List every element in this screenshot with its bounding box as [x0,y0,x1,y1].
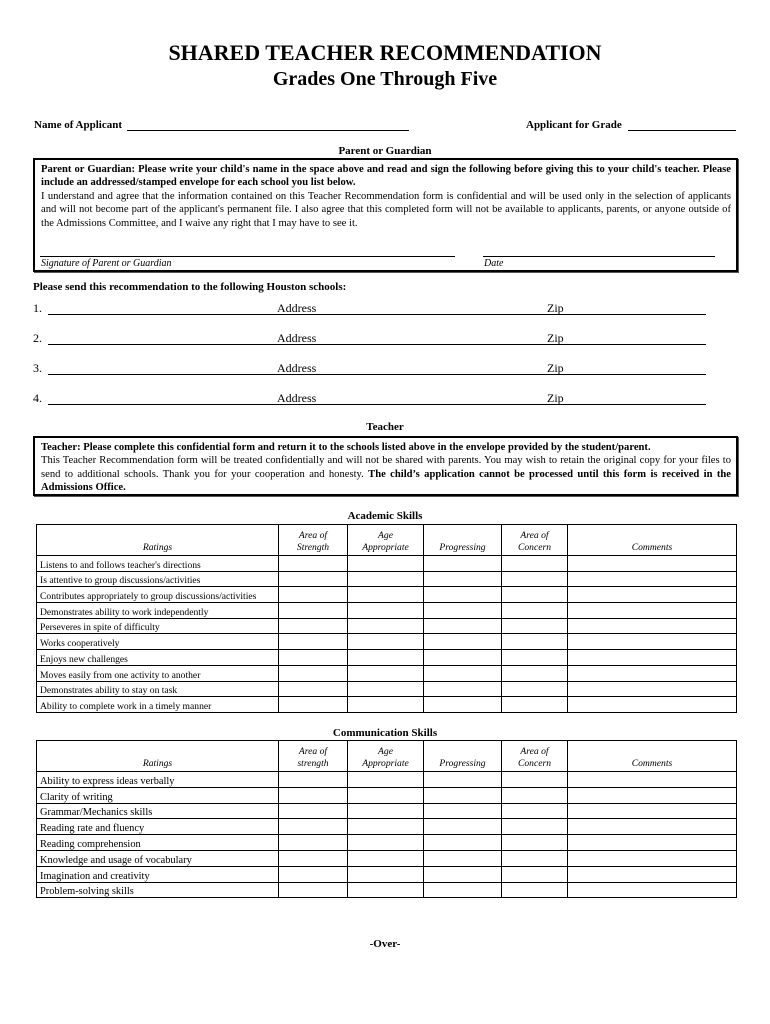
rating-label: Reading rate and fluency [37,819,279,835]
rating-cell[interactable] [424,603,502,619]
rating-cell[interactable] [502,587,568,603]
rating-cell[interactable] [348,665,424,681]
comments-cell[interactable] [568,835,737,851]
rating-cell[interactable] [279,866,348,882]
table-row [37,571,737,587]
comments-cell[interactable] [568,681,737,697]
rating-label: Contributes appropriately to group discussions/activities [37,587,279,603]
rating-cell[interactable] [279,665,348,681]
rating-cell[interactable] [502,866,568,882]
rating-cell[interactable] [424,587,502,603]
school-number: 2. [33,331,42,345]
rating-cell[interactable] [279,634,348,650]
rating-label: Imagination and creativity [37,866,279,882]
rating-cell[interactable] [279,850,348,866]
rating-label: Works cooperatively [37,634,279,650]
school-3-zip-label: Zip [547,361,564,375]
rating-cell[interactable] [502,803,568,819]
school-2-zip-label: Zip [547,331,564,345]
column-header: Progressing [424,741,502,772]
school-row-3 [33,361,42,376]
rating-cell[interactable] [424,803,502,819]
rating-cell[interactable] [348,634,424,650]
table-row [37,681,737,697]
rating-cell[interactable] [502,819,568,835]
rating-cell[interactable] [279,618,348,634]
rating-label: Ability to complete work in a timely manner [37,697,279,713]
applicant-name-field[interactable] [127,130,409,131]
rating-cell[interactable] [348,587,424,603]
table-row [37,634,737,650]
rating-cell[interactable] [348,803,424,819]
rating-cell[interactable] [424,819,502,835]
parent-agreement: I understand and agree that the information contained on this Teacher Recommendation form is confidential and will be used only in the selection of applicants and will not become part of the applicant's permanent file. I also agree that this completed form will not be available to applicants, parents, or anyone outside of the Admissions Committee, and I waive any right that I may have to see it. [41,190,731,229]
teacher-instruction-text [41,441,731,495]
comments-cell[interactable] [568,866,737,882]
table-row [37,650,737,666]
column-header: Ratings [37,525,279,556]
column-header: Area of Concern [502,525,568,556]
parent-signature-field[interactable] [40,256,455,257]
school-row-1 [33,301,42,316]
school-1-field[interactable] [48,314,706,315]
rating-label: Ability to express ideas verbally [37,772,279,788]
school-number: 3. [33,361,42,375]
teacher-instruction: Teacher: Please complete this confidential form and return it to the schools listed above in the envelope provided by the student/parent. [41,442,651,453]
comments-cell[interactable] [568,772,737,788]
rating-cell[interactable] [502,556,568,572]
rating-cell[interactable] [502,650,568,666]
over-indicator: -Over- [369,938,401,950]
rating-cell[interactable] [348,835,424,851]
rating-cell[interactable] [279,571,348,587]
academic-skills-table [36,524,737,713]
rating-cell[interactable] [502,665,568,681]
rating-cell[interactable] [279,835,348,851]
rating-cell[interactable] [279,556,348,572]
rating-cell[interactable] [424,882,502,898]
rating-cell[interactable] [279,803,348,819]
school-4-address-label: Address [277,391,317,405]
rating-cell[interactable] [424,681,502,697]
table-header-row [37,525,737,556]
school-number: 4. [33,391,42,405]
school-2-field[interactable] [48,344,706,345]
parent-instruction: Parent or Guardian: Please write your child's name in the space above and read and sign the following before giving this to your child's teacher. Please include an addressed/stamped envelope for each school you list below. [41,164,731,189]
rating-cell[interactable] [279,650,348,666]
school-4-field[interactable] [48,404,706,405]
table-row [37,618,737,634]
teacher-body-warning: The child’s application cannot be processed until this form is received in the Admissions Office. [41,468,731,494]
applicant-name-label: Name of Applicant [34,119,122,131]
rating-cell[interactable] [348,697,424,713]
parent-agreement-text [41,163,731,230]
rating-cell[interactable] [348,556,424,572]
rating-cell[interactable] [348,819,424,835]
academic-skills-title: Academic Skills [347,510,423,522]
table-row [37,850,737,866]
rating-cell[interactable] [502,787,568,803]
column-header: Area of Strength [279,525,348,556]
rating-cell[interactable] [348,681,424,697]
rating-cell[interactable] [424,571,502,587]
rating-cell[interactable] [348,650,424,666]
comments-cell[interactable] [568,665,737,681]
rating-cell[interactable] [502,772,568,788]
column-header: Comments [568,741,737,772]
rating-cell[interactable] [279,697,348,713]
column-header: Age Appropriate [348,741,424,772]
school-3-field[interactable] [48,374,706,375]
comments-cell[interactable] [568,618,737,634]
column-header: Progressing [424,525,502,556]
table-row [37,882,737,898]
rating-cell[interactable] [279,819,348,835]
comments-cell[interactable] [568,650,737,666]
table-row [37,556,737,572]
comments-cell[interactable] [568,571,737,587]
parent-section-heading: Parent or Guardian [338,145,432,157]
comments-cell[interactable] [568,850,737,866]
comments-cell[interactable] [568,882,737,898]
rating-cell[interactable] [348,850,424,866]
school-number: 1. [33,301,42,315]
column-header: Age Appropriate [348,525,424,556]
rating-cell[interactable] [502,850,568,866]
table-row [37,803,737,819]
comments-cell[interactable] [568,587,737,603]
rating-cell[interactable] [502,882,568,898]
column-header: Area of strength [279,741,348,772]
rating-cell[interactable] [424,634,502,650]
communication-skills-title: Communication Skills [332,727,438,739]
rating-label: Is attentive to group discussions/activities [37,571,279,587]
schools-heading: Please send this recommendation to the following Houston schools: [33,281,347,293]
column-header: Comments [568,525,737,556]
page-subtitle: Grades One Through Five [272,68,498,90]
school-2-address-label: Address [277,331,317,345]
rating-cell[interactable] [424,787,502,803]
rating-cell[interactable] [424,618,502,634]
parent-date-field[interactable] [483,256,715,257]
rating-cell[interactable] [424,850,502,866]
rating-cell[interactable] [502,603,568,619]
comments-cell[interactable] [568,603,737,619]
rating-label: Reading comprehension [37,835,279,851]
rating-cell[interactable] [502,634,568,650]
rating-cell[interactable] [348,618,424,634]
rating-cell[interactable] [502,835,568,851]
rating-cell[interactable] [424,697,502,713]
column-header: Area of Concern [502,741,568,772]
school-1-address-label: Address [277,301,317,315]
rating-cell[interactable] [279,772,348,788]
rating-cell[interactable] [424,866,502,882]
rating-cell[interactable] [424,772,502,788]
rating-cell[interactable] [348,772,424,788]
comments-cell[interactable] [568,787,737,803]
table-row [37,697,737,713]
rating-cell[interactable] [348,787,424,803]
rating-label: Perseveres in spite of difficulty [37,618,279,634]
teacher-body: This Teacher Recommendation form will be treated confidentially and will not be shared with parents. You may wish to retain the original copy for your files to send to additional schools. Thank you for your cooperation and honesty. [41,455,731,480]
rating-cell[interactable] [502,697,568,713]
school-row-2 [33,331,42,346]
comments-cell[interactable] [568,556,737,572]
rating-label: Grammar/Mechanics skills [37,803,279,819]
rating-label: Problem-solving skills [37,882,279,898]
applicant-grade-label: Applicant for Grade [526,119,622,131]
rating-cell[interactable] [348,603,424,619]
table-row [37,866,737,882]
rating-label: Demonstrates ability to work independently [37,603,279,619]
rating-cell[interactable] [424,556,502,572]
communication-skills-table [36,740,737,898]
page-title: SHARED TEACHER RECOMMENDATION [168,40,602,65]
rating-cell[interactable] [279,882,348,898]
comments-cell[interactable] [568,697,737,713]
applicant-grade-field[interactable] [628,130,736,131]
column-header: Ratings [37,741,279,772]
parent-signature-label: Signature of Parent or Guardian [41,258,172,269]
rating-label: Moves easily from one activity to another [37,665,279,681]
rating-cell[interactable] [424,835,502,851]
rating-cell[interactable] [279,681,348,697]
table-row [37,835,737,851]
rating-cell[interactable] [502,618,568,634]
comments-cell[interactable] [568,803,737,819]
rating-cell[interactable] [348,882,424,898]
table-row [37,603,737,619]
school-row-4 [33,391,42,406]
rating-cell[interactable] [348,571,424,587]
rating-cell[interactable] [279,787,348,803]
table-header-row [37,741,737,772]
rating-label: Demonstrates ability to stay on task [37,681,279,697]
rating-cell[interactable] [348,866,424,882]
rating-cell[interactable] [502,571,568,587]
table-row [37,772,737,788]
comments-cell[interactable] [568,819,737,835]
rating-cell[interactable] [502,681,568,697]
school-4-zip-label: Zip [547,391,564,405]
table-row [37,587,737,603]
school-3-address-label: Address [277,361,317,375]
rating-cell[interactable] [424,665,502,681]
rating-label: Knowledge and usage of vocabulary [37,850,279,866]
rating-label: Enjoys new challenges [37,650,279,666]
rating-cell[interactable] [279,603,348,619]
rating-cell[interactable] [279,587,348,603]
table-row [37,665,737,681]
table-row [37,819,737,835]
parent-date-label: Date [484,258,504,269]
rating-label: Clarity of writing [37,787,279,803]
rating-cell[interactable] [424,650,502,666]
teacher-section-heading: Teacher [366,421,404,433]
rating-label: Listens to and follows teacher's directions [37,556,279,572]
school-1-zip-label: Zip [547,301,564,315]
table-row [37,787,737,803]
comments-cell[interactable] [568,634,737,650]
